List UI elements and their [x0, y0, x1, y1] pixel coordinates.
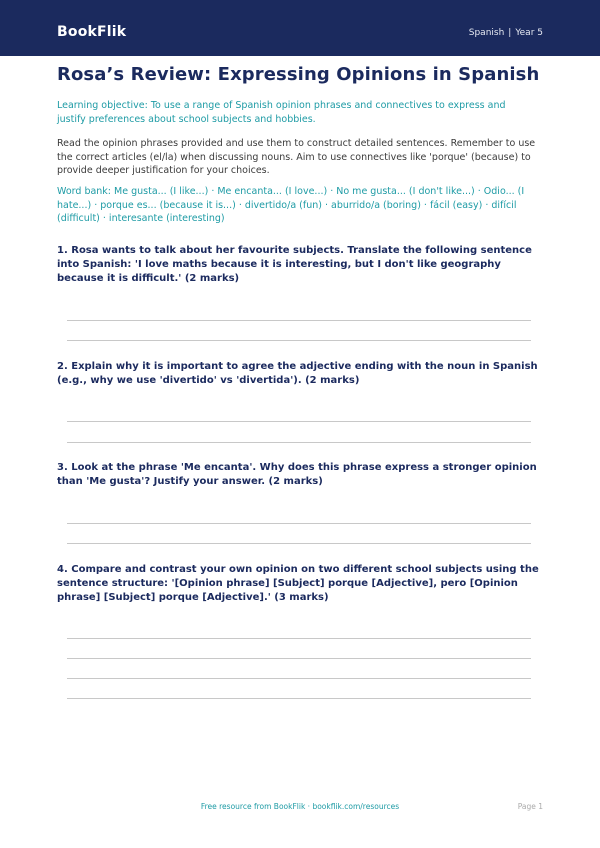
footer-link[interactable]: Free resource from BookFlik · bookflik.com/resources [200, 802, 400, 811]
answer-line[interactable] [67, 523, 531, 524]
answer-line[interactable] [67, 698, 531, 699]
header-bar [0, 0, 600, 56]
brand-logo: BookFlik [57, 24, 127, 40]
answer-line[interactable] [67, 442, 531, 443]
year-label: Year 5 [515, 28, 543, 38]
answer-line[interactable] [67, 678, 531, 679]
question-4: 4. Compare and contrast your own opinion on two different school subjects using the sentence structure: '[Opinion phrase] [Subject] porque [Adjective], pero [Opinion phrase] [Subject] porque [Adjective].' (3 marks) [57, 564, 539, 603]
question-3: 3. Look at the phrase 'Me encanta'. Why does this phrase express a stronger opinion than 'Me gusta'? Justify your answer. (2 marks) [57, 462, 537, 487]
page-number: Page 1 [517, 802, 543, 811]
question-1: 1. Rosa wants to talk about her favourite subjects. Translate the following sentence into Spanish: 'I love maths because it is interesting, but I don't like geography because it is difficult.' (2 marks) [57, 245, 532, 284]
learning-objective: Learning objective: To use a range of Spanish opinion phrases and connectives to express and justify preferences about school subjects and hobbies. [57, 100, 506, 125]
subject-label: Spanish [468, 28, 505, 38]
answer-line[interactable] [67, 638, 531, 639]
instructions: Read the opinion phrases provided and use them to construct detailed sentences. Remember to use the correct articles (el/la) when discussing nouns. Aim to use connectives like 'porque' (because) to provide deeper justification for your choices. [57, 138, 536, 176]
answer-line[interactable] [67, 421, 531, 422]
answer-line[interactable] [67, 543, 531, 544]
answer-line[interactable] [67, 320, 531, 321]
answer-line[interactable] [67, 658, 531, 659]
page-title: Rosa’s Review: Expressing Opinions in Spanish [57, 64, 540, 85]
answer-line[interactable] [67, 340, 531, 341]
question-2: 2. Explain why it is important to agree the adjective ending with the noun in Spanish (e.g., why we use 'divertido' vs 'divertida'). (2 marks) [57, 361, 538, 386]
subject-year-label [469, 28, 543, 38]
word-bank: Word bank: Me gusta... (I like...) · Me encanta... (I love...) · No me gusta... (I don't like...) · Odio... (I hate...) · porque es... (because it is...) · divertido/a (fun) · aburrido/a (boring) · fácil (easy) · difícil (difficult) · interesante (interesting) [57, 186, 525, 224]
meta-separator: | [508, 28, 512, 38]
